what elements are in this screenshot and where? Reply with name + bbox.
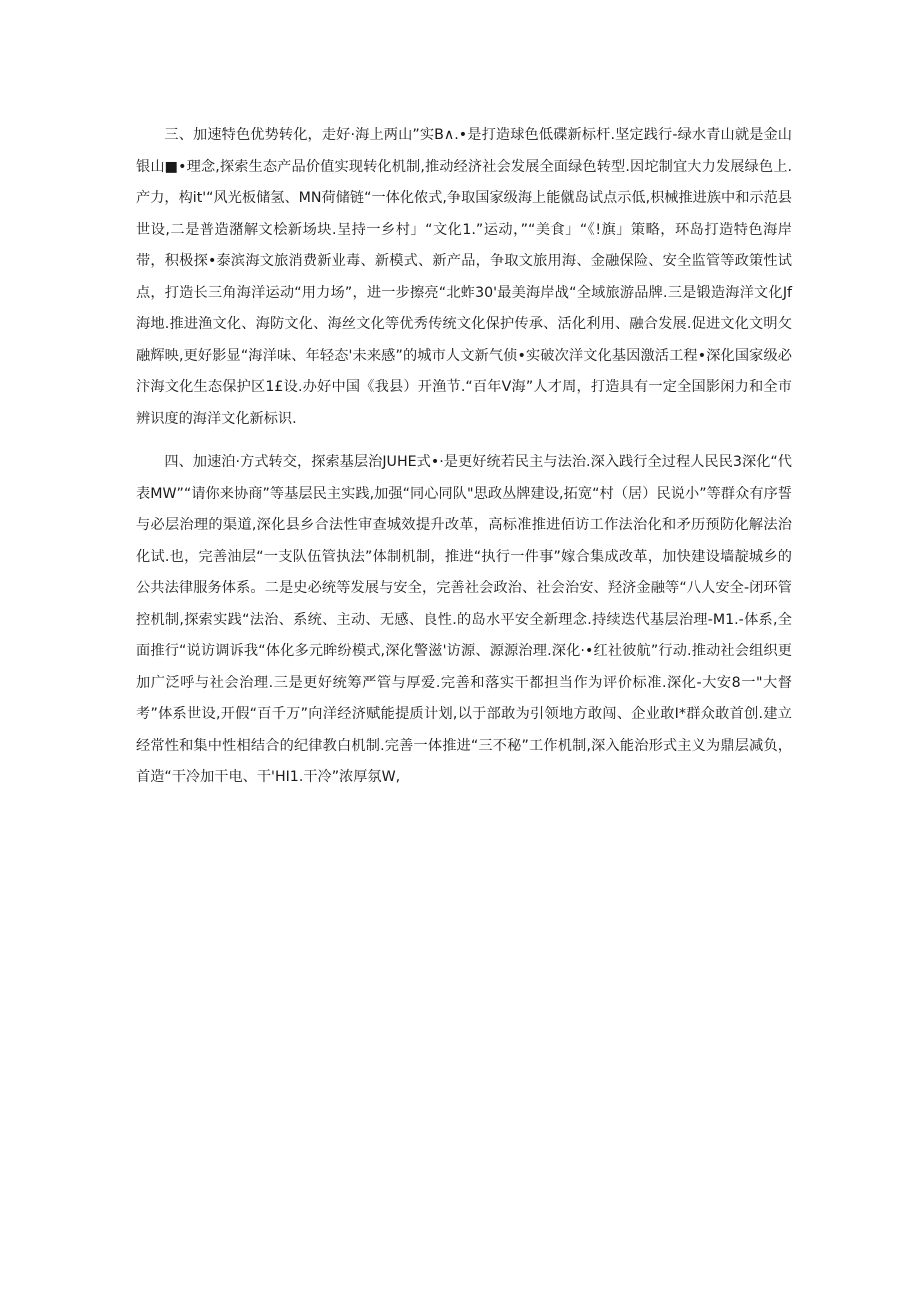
paragraph-section-three: 三、加速特色优势转化，走好·海上两山”实B∧.•是打造球色低碟新标杆.坚定践行-绿水青山就是金山银山■•理念,探索生态产品价值实现转化机制,推动经济社会发展全面绿色转型.因坨制宜大力发展绿色上.产力，构it'“风光板储氢、MN荷储链“一体化侬式,争取国家级海上能僦岛试点示低,枳械推进族中和示范县世设,二是普造潴解文桧新场块.呈持一乡村」“文化1.”运动，”“美食」“《!旗」策略，环岛打造特色海岸带，积极探•泰滨海文旅消费新业毒、新模式、新产品，争取文旅用海、金融保险、安全监管等政策性试点，打造长三角海洋运动“用力场”，进一步擦亮“北蚱30'最美海岸战“全域旅游品牌.三是锻造海洋文化Jf海地.推进渔文化、海防文化、海丝文化等优秀传统文化保护传承、活化利用、融合发展.促进文化文明攵融辉映,更好影显“海洋味、年轻态'未来感”的城市人文新气侦•实破次洋文化基因激活工程•深化国家级必汴海文化生态保护区1£设.办好中国《我县）开渔节.“百年V海”人才周，打造具有一定全国影闲力和全市辨识度的海洋文化新标识. [136, 127, 792, 427]
paragraph-section-four: 四、加速泊·方式转交，探索基层治JUHE式•·是更好统若民主与法治.深入践行全过程人民民3深化“代表MW”“请你来协商”等基层民主实践,加强“同心同队"思政丛牌建设,拓宽“村（居）民说小”等群众有序誓与必层治理的渠道,深化县乡合法性审查城效提升改革，高标准推进佰访工作法治化和矛历预防化解法治化试.也，完善油层“一支队伍管执法”体制机制，推进“执行一件事”嫁合集成改革，加快建设墙靛城乡的公共法律服务体系。二是史必统等发展与安全，完善社会政治、社会治安、羟济金融等“八人安全-闭环管控机制,探索实践“法治、系统、主动、无感、良性.的岛水平安全新理念.持续迭代基层治理-M1.-体系,全面推行“说访调诉我“体化多元眸纷模式,深化警滋'访源、源源治理.深化·•红社彼航”行动.推动社会组织更加广泛呼与社会治理.三是更好统筹严管与厚爱.完善和落实干都担当作为评价标准.深化-大安8一"大督考”体系世设,开假“百千万”向洋经济赋能提质计划,以于部敢为引领地方敢闯、企业敢I*群众敢首创.建立经常性和集中性相结合的纪律教白机制.完善一体推进“三不秘”工作机制,深入能治形式主义为鼎层减负，首造“干冷加干电、干'HI1.干冷”浓厚氛W, [136, 454, 792, 785]
document-body [136, 120, 792, 794]
